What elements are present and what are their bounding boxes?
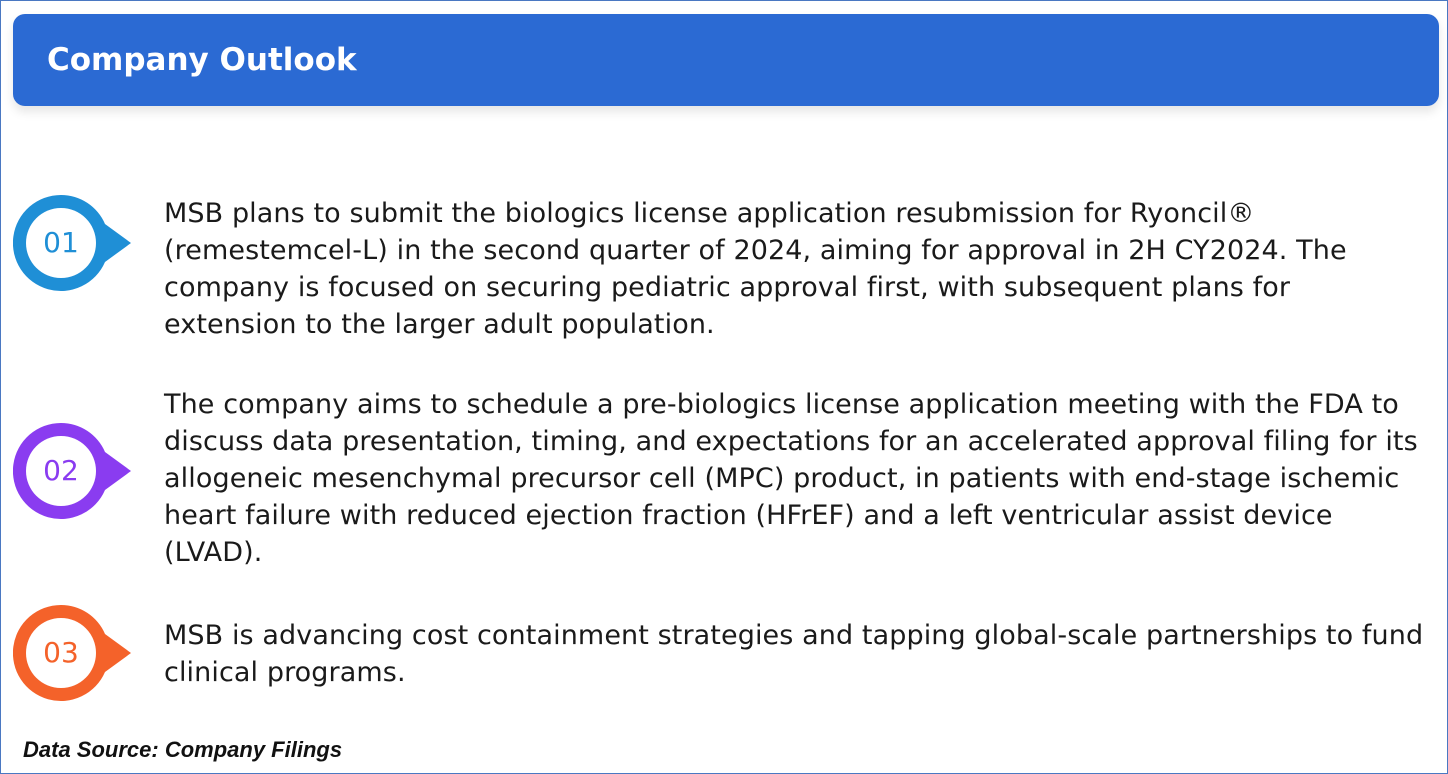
item-text: MSB plans to submit the biologics license application resubmission for Ryoncil® (remestemcel-L) in the second quarter of 2024, aiming for approval in 2H CY2024. The company is focused on securing pediatric approval first, with subsequent plans for extension to the larger adult population.: [164, 198, 1347, 340]
item-text: MSB is advancing cost containment strategies and tapping global-scale partnerships to fund clinical programs.: [164, 620, 1424, 688]
item-text: The company aims to schedule a pre-biologics license application meeting with the FDA to discuss data presentation, timing, and expectations for an accelerated approval filing for its allogeneic mesenchymal precursor cell (MPC) product, in patients with end-stage ischemic heart failure with reduced ejection fraction (HFrEF) and a left ventricular assist device (LVAD).: [164, 389, 1418, 568]
number-badge: [13, 603, 135, 703]
page-title: Company Outlook: [47, 42, 357, 78]
number-badge: [13, 421, 135, 521]
item-number: 01: [43, 226, 79, 259]
data-source-note: Data Source: Company Filings: [23, 737, 343, 762]
item-number: 02: [43, 454, 79, 487]
header-banner: [13, 14, 1439, 106]
number-badge: [13, 193, 135, 293]
item-number: 03: [43, 636, 79, 669]
